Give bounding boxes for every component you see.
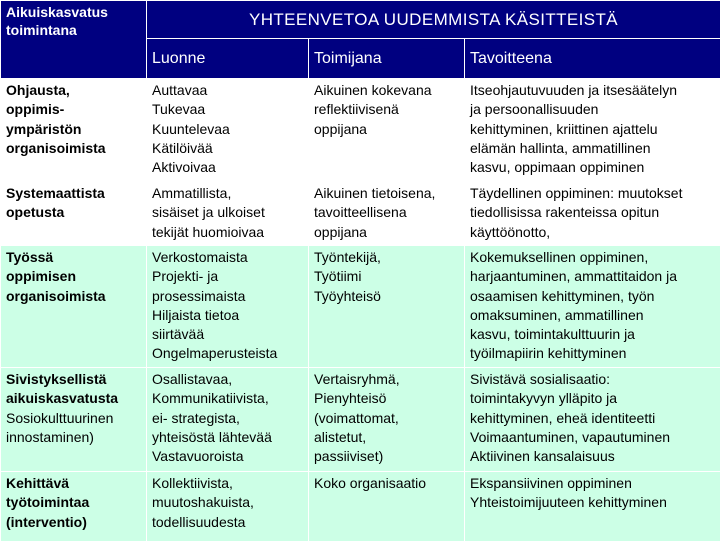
cell-line: Täydellinen oppiminen: muutokset: [470, 184, 716, 203]
cell-line: Työntekijä,: [314, 248, 460, 267]
column-header-tavoitteena: Tavoitteena: [465, 39, 720, 79]
cell-line: passiiviset): [314, 447, 460, 466]
table-row: [1, 246, 720, 368]
row-label: [1, 368, 147, 472]
row-label-line: Systemaattista: [6, 184, 142, 203]
row-label-line: ympäristön: [6, 120, 142, 139]
row-label-line: innostaminen): [6, 428, 142, 447]
row-label: [1, 472, 147, 542]
cell-line: toimintakyvyn ylläpito ja: [470, 389, 716, 408]
cell-line: tavoitteellisena: [314, 203, 460, 222]
cell-line: Ongelmaperusteista: [152, 344, 304, 363]
row-label-line: organisoimista: [6, 139, 142, 158]
cell-line: ei- strategista,: [152, 409, 304, 428]
cell-line: ja persoonallisuuden: [470, 100, 716, 119]
table-row: [1, 472, 720, 542]
cell-line: Projekti- ja: [152, 267, 304, 286]
cell-line: kasvu, oppimaan oppiminen: [470, 158, 716, 177]
cell-line: sisäiset ja ulkoiset: [152, 203, 304, 222]
cell-line: Koko organisaatio: [314, 474, 460, 493]
cell-line: Kommunikatiivista,: [152, 389, 304, 408]
toimija-cell: [309, 182, 465, 246]
cell-line: Pienyhteisö: [314, 389, 460, 408]
row-label: [1, 182, 147, 246]
cell-line: Voimaantuminen, vapautuminen: [470, 428, 716, 447]
cell-line: oppijana: [314, 223, 460, 242]
toimija-cell: [309, 79, 465, 182]
cell-line: Työtiimi: [314, 267, 460, 286]
cell-line: prosessimaista: [152, 287, 304, 306]
cell-line: (voimattomat,: [314, 409, 460, 428]
cell-line: Yhteistoimijuuteen kehittyminen: [470, 493, 716, 512]
table-row: [1, 368, 720, 472]
corner-header-line: toimintana: [6, 21, 142, 39]
column-header-luonne: Luonne: [147, 39, 309, 79]
cell-line: Vastavuoroista: [152, 447, 304, 466]
luonne-cell: [147, 182, 309, 246]
row-label-line: Sosiokulttuurinen: [6, 409, 142, 428]
luonne-cell: [147, 79, 309, 182]
cell-line: käyttöönotto,: [470, 223, 716, 242]
row-label-line: Sivistyksellistä: [6, 370, 142, 389]
cell-line: Aikuinen kokevana: [314, 81, 460, 100]
table-title: YHTEENVETOA UUDEMMISTA KÄSITTEISTÄ: [147, 1, 720, 39]
cell-line: Itseohjautuvuuden ja itsesäätelyn: [470, 81, 716, 100]
cell-line: Auttavaa: [152, 81, 304, 100]
cell-line: muutoshakuista,: [152, 493, 304, 512]
cell-line: tekijät huomioivaa: [152, 223, 304, 242]
tavoite-cell: [465, 182, 720, 246]
corner-header-line: Aikuiskasvatus: [6, 3, 142, 21]
cell-line: Sivistävä sosialisaatio:: [470, 370, 716, 389]
cell-line: harjaantuminen, ammattitaidon ja: [470, 267, 716, 286]
cell-line: Aktivoivaa: [152, 158, 304, 177]
cell-line: tiedollisissa rakenteissa opitun: [470, 203, 716, 222]
row-label-line: työtoimintaa: [6, 493, 142, 512]
cell-line: kasvu, toimintakulttuurin ja: [470, 325, 716, 344]
cell-line: Verkostomaista: [152, 248, 304, 267]
row-label-line: oppimis-: [6, 100, 142, 119]
cell-line: Kätilöivää: [152, 139, 304, 158]
corner-header: [1, 1, 147, 79]
row-label: [1, 79, 147, 182]
toimija-cell: [309, 472, 465, 542]
row-label-line: Työssä: [6, 248, 142, 267]
cell-line: Aikuinen tietoisena,: [314, 184, 460, 203]
cell-line: todellisuudesta: [152, 513, 304, 532]
cell-line: oppijana: [314, 120, 460, 139]
cell-line: kehittyminen, kriittinen ajattelu: [470, 120, 716, 139]
cell-line: Työyhteisö: [314, 287, 460, 306]
row-label-line: Ohjausta,: [6, 81, 142, 100]
luonne-cell: [147, 472, 309, 542]
cell-line: kehittyminen, eheä identiteetti: [470, 409, 716, 428]
column-header-toimijana: Toimijana: [309, 39, 465, 79]
cell-line: Kokemuksellinen oppiminen,: [470, 248, 716, 267]
cell-line: Kollektiivista,: [152, 474, 304, 493]
cell-line: työilmapiirin kehittyminen: [470, 344, 716, 363]
tavoite-cell: [465, 79, 720, 182]
tavoite-cell: [465, 472, 720, 542]
table-row: [1, 182, 720, 246]
row-label-line: organisoimista: [6, 287, 142, 306]
table-row: [1, 79, 720, 182]
toimija-cell: [309, 368, 465, 472]
cell-line: Hiljaista tietoa: [152, 306, 304, 325]
cell-line: yhteisöstä lähtevää: [152, 428, 304, 447]
row-label-line: Kehittävä: [6, 474, 142, 493]
cell-line: omaksuminen, ammatillinen: [470, 306, 716, 325]
toimija-cell: [309, 246, 465, 368]
row-label-line: aikuiskasvatusta: [6, 389, 142, 408]
row-label-line: opetusta: [6, 203, 142, 222]
cell-line: alistetut,: [314, 428, 460, 447]
cell-line: Vertaisryhmä,: [314, 370, 460, 389]
tavoite-cell: [465, 246, 720, 368]
row-label-line: (interventio): [6, 513, 142, 532]
cell-line: osaamisen kehittyminen, työn: [470, 287, 716, 306]
cell-line: Ekspansiivinen oppiminen: [470, 474, 716, 493]
luonne-cell: [147, 246, 309, 368]
cell-line: siirtävää: [152, 325, 304, 344]
row-label: [1, 246, 147, 368]
luonne-cell: [147, 368, 309, 472]
cell-line: Aktiivinen kansalaisuus: [470, 447, 716, 466]
cell-line: reflektiivisenä: [314, 100, 460, 119]
cell-line: Tukevaa: [152, 100, 304, 119]
cell-line: Kuuntelevaa: [152, 120, 304, 139]
cell-line: elämän hallinta, ammatillinen: [470, 139, 716, 158]
cell-line: Ammatillista,: [152, 184, 304, 203]
cell-line: Osallistavaa,: [152, 370, 304, 389]
row-label-line: oppimisen: [6, 267, 142, 286]
tavoite-cell: [465, 368, 720, 472]
